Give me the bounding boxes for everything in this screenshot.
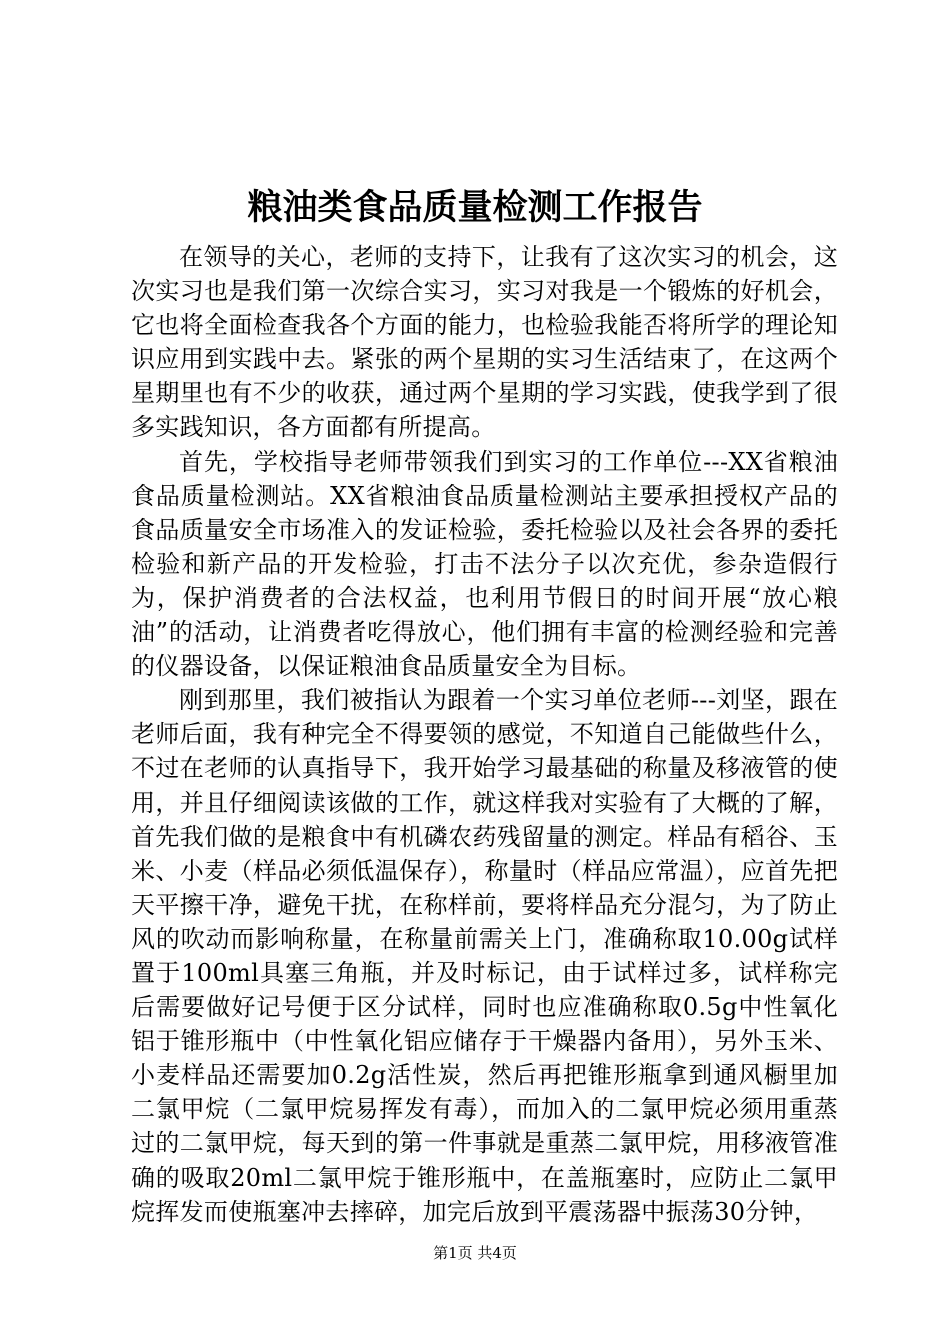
document-title: 粮油类食品质量检测工作报告 (247, 187, 703, 228)
page-number-footer: 第1页 共4页 (433, 1244, 517, 1262)
paragraph-2: 首先，学校指导老师带领我们到实习的工作单位---XX省粮油食品质量检测站。XX省粮油食品质量检测站主要承担授权产品的食品质量安全市场准入的发证检验，委托检验以及社会各界的委托检验和新产品的开发检验，打击不法分子以次充优，参杂造假行为，保护消费者的合法权益，也利用节假日的时间开展“放心粮油”的活动，让消费者吃得放心，他们拥有丰富的检测经验和完善的仪器设备，以保证粮油食品质量安全为目标。 (131, 447, 838, 681)
paragraph-1: 在领导的关心，老师的支持下，让我有了这次实习的机会，这次实习也是我们第一次综合实习，实习对我是一个锻炼的好机会，它也将全面检查我各个方面的能力，也检验我能否将所学的理论知识应用到实践中去。紧张的两个星期的实习生活结束了，在这两个星期里也有不少的收获，通过两个星期的学习实践，使我学到了很多实践知识，各方面都有所提高。 (131, 243, 838, 442)
paragraph-3: 刚到那里，我们被指认为跟着一个实习单位老师---刘坚，跟在老师后面，我有种完全不得要领的感觉，不知道自己能做些什么，不过在老师的认真指导下，我开始学习最基础的称量及移液管的使用，并且仔细阅读该做的工作，就这样我对实验有了大概的了解，首先我们做的是粮食中有机磷农药残留量的测定。样品有稻谷、玉米、小麦（样品必须低温保存），称量时（样品应常温），应首先把天平擦干净，避免干扰，在称样前，要将样品充分混匀，为了防止风的吹动而影响称量，在称量前需关上门，准确称取10.00g试样置于100ml具塞三角瓶，并及时标记，由于试样过多，试样称完后需要做好记号便于区分试样，同时也应准确称取0.5g中性氧化铝于锥形瓶中（中性氧化铝应储存于干燥器内备用），另外玉米、小麦样品还需要加0.2g活性炭，然后再把锥形瓶拿到通风橱里加二氯甲烷（二氯甲烷易挥发有毒），而加入的二氯甲烷必须用重蒸过的二氯甲烷，每天到的第一件事就是重蒸二氯甲烷，用移液管准确的吸取20ml二氯甲烷于锥形瓶中，在盖瓶塞时，应防止二氯甲烷挥发而使瓶塞冲去摔碎，加完后放到平震荡器中振荡30分钟， (131, 686, 838, 1226)
document-body (131, 240, 838, 1229)
